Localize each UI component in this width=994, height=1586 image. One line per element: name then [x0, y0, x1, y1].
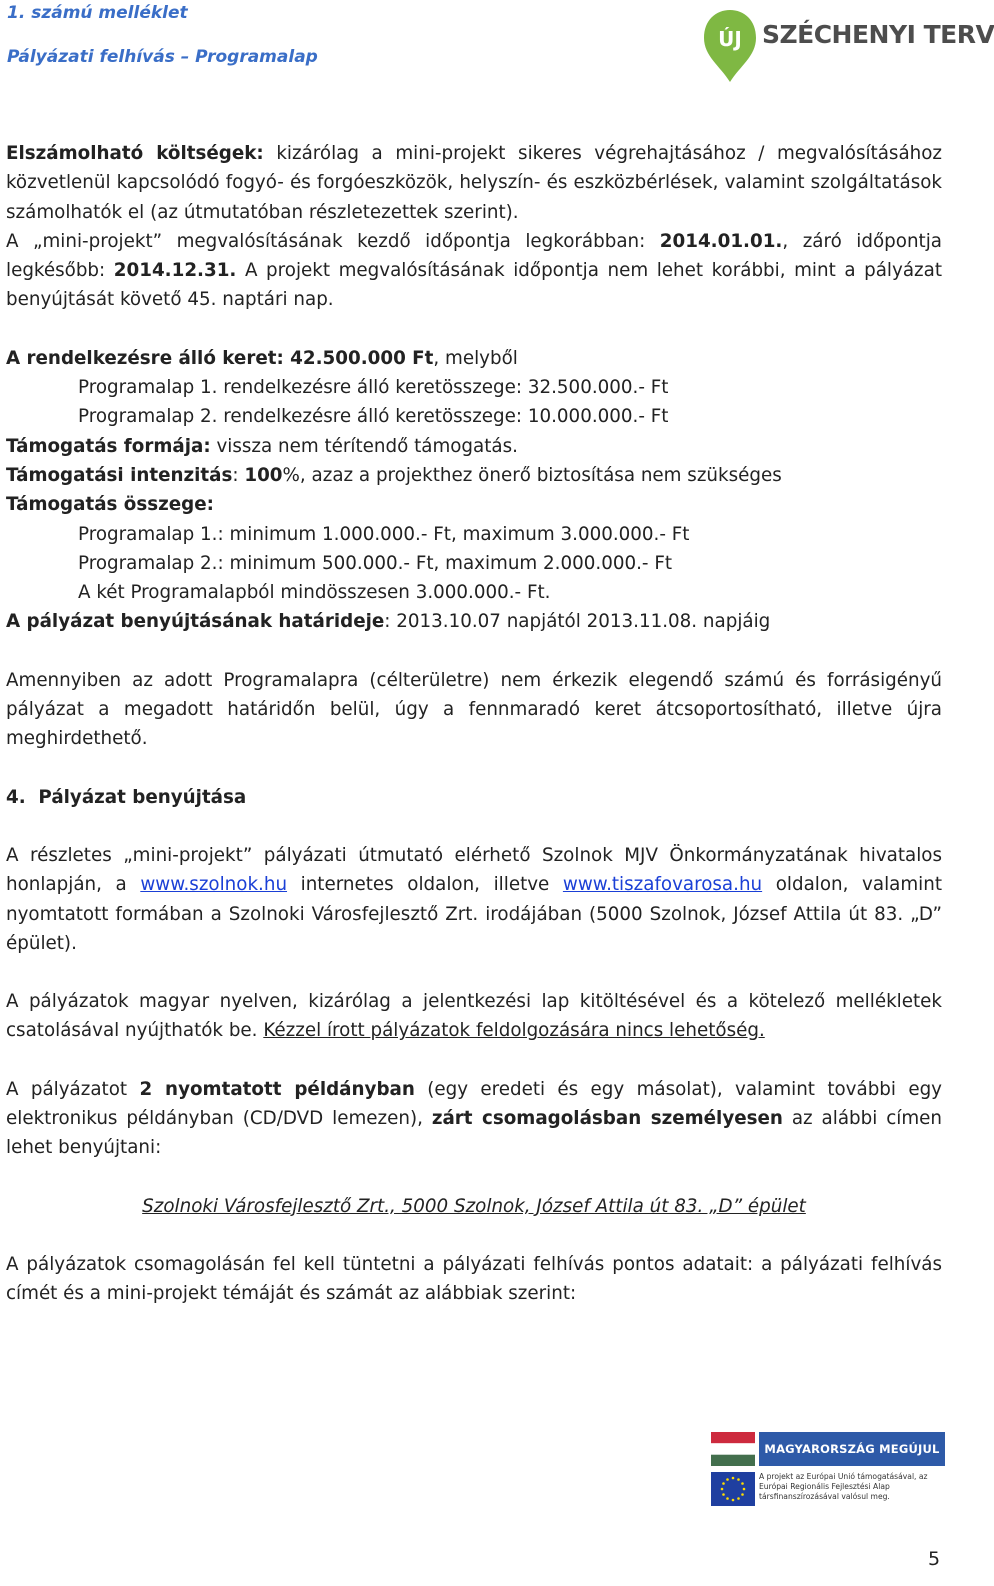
start-date: 2014.01.01.	[659, 230, 783, 252]
handwritten-notice: Kézzel írott pályázatok feldolgozására nincs lehetőség.	[263, 1020, 765, 1042]
timing-text-3: A projekt megvalósításának időpontja nem lehet korábbi, mint a pályázat benyújtását követő 45. naptári nap.	[6, 260, 942, 311]
copies-text-3: az alábbi címen lehet benyújtani:	[6, 1108, 942, 1159]
eu-funding-logo	[711, 1428, 945, 1510]
guide-text-1: A részletes „mini-projekt” pályázati útmutató elérhető Szolnok MJV Önkormányzatának hivatalos honlapján, a	[6, 844, 942, 896]
guide-paragraph	[6, 841, 942, 958]
packaging-paragraph: A pályázatok csomagolásán fel kell tüntetni a pályázati felhívás pontos adatait: a pályázati felhívás címét és a mini-projekt témáját és számát az alábbiak szerint:	[6, 1253, 942, 1305]
section-4-title: Pályázat benyújtása	[38, 786, 247, 808]
header-subtitle: Pályázati felhívás – Programalap	[7, 47, 318, 67]
intensity-line	[6, 461, 942, 490]
timing-text-1: A „mini-projekt” megvalósításának kezdő időpontja legkorábban:	[6, 230, 660, 252]
document-body	[6, 139, 942, 1309]
copies-count: 2 nyomtatott példányban	[139, 1078, 415, 1100]
magyarorszag-megujul-banner: MAGYARORSZÁG MEGÚJUL	[759, 1432, 945, 1466]
eligible-costs-paragraph	[6, 139, 942, 227]
deadline-line	[6, 607, 942, 636]
eligible-costs-text: kizárólag a mini-projekt sikeres végrehajtásához / megvalósításához közvetlenül kapcsolódó fogyó- és forgóeszközök, helyszín- és eszközbérlések, valamint szolgáltatások számolhatók el (az útmutatóban részletezettek szerint).	[6, 143, 943, 223]
submission-address: Szolnoki Városfejlesztő Zrt., 5000 Szolnok, József Attila út 83. „D” épület	[142, 1195, 806, 1217]
timing-text-2: , záró időpontja legkésőbb:	[6, 230, 942, 282]
support-form-label: Támogatás formája:	[6, 435, 211, 457]
amount-line-1: Programalap 1.: minimum 1.000.000.- Ft, maximum 3.000.000.- Ft	[78, 523, 690, 545]
intensity-colon: :	[232, 464, 245, 486]
budget-suffix: , melyből	[433, 347, 518, 369]
eu-funding-text: A projekt az Európai Unió támogatásával, az Európai Regionális Fejlesztési Alap társfinanszírozásával valósul meg.	[759, 1472, 928, 1501]
szolnok-link[interactable]: www.szolnok.hu	[140, 874, 288, 896]
szechenyi-terv-logo	[700, 8, 994, 83]
copies-packaging: zárt csomagolásban személyesen	[431, 1108, 783, 1130]
guide-text-3: oldalon, valamint nyomtatott formában a Szolnoki Városfejlesztő Zrt. irodájában (5000 Szolnok, József Attila út 83. „D” épület).	[6, 874, 942, 954]
amount-line-3: A két Programalapból mindösszesen 3.000.000.- Ft.	[78, 582, 551, 604]
hungarian-flag-icon	[711, 1432, 755, 1466]
copies-text-2: (egy eredeti és egy másolat), valamint további egy elektronikus példányban (CD/DVD lemezen),	[6, 1078, 942, 1130]
copies-paragraph	[6, 1075, 942, 1163]
budget-label: A rendelkezésre álló keret: 42.500.000 Ft	[6, 347, 434, 369]
budget-line-1: Programalap 1. rendelkezésre álló keretösszege: 32.500.000.- Ft	[78, 377, 669, 399]
support-form-line	[6, 432, 942, 461]
deadline-value: : 2013.10.07 napjától 2013.11.08. napjáig	[384, 611, 771, 633]
logo-badge-text: ÚJ	[718, 27, 742, 51]
amount-label: Támogatás összege:	[6, 494, 214, 516]
intensity-value: %, azaz a projekthez önerő biztosítása nem szükséges	[282, 464, 782, 486]
language-text: A pályázatok magyar nyelven, kizárólag a jelentkezési lap kitöltésével és a kötelező mellékletek csatolásával nyújthatók be.	[6, 991, 942, 1042]
regroup-paragraph: Amennyiben az adott Programalapra (célterületre) nem érkezik elegendő számú és forrásigényű pályázat a megadott határidőn belül, úgy a fennmaradó keret átcsoportosítható, illetve újra meghirdethető.	[6, 669, 942, 750]
page-number: 5	[928, 1548, 941, 1570]
language-paragraph	[6, 987, 942, 1046]
annex-label: 1. számú melléklet	[7, 3, 188, 23]
logo-text: SZÉCHENYI TERV	[762, 20, 994, 49]
support-form-value: vissza nem térítendő támogatás.	[210, 435, 518, 457]
end-date: 2014.12.31.	[113, 260, 237, 282]
amount-line-2: Programalap 2.: minimum 500.000.- Ft, maximum 2.000.000.- Ft	[78, 552, 672, 574]
deadline-label: A pályázat benyújtásának határideje	[6, 611, 385, 633]
intensity-label: Támogatási intenzitás	[6, 464, 233, 486]
eligible-costs-label: Elszámolható költségek:	[6, 143, 264, 164]
guide-text-2: internetes oldalon, illetve	[287, 874, 563, 896]
section-4-number: 4.	[6, 786, 26, 808]
budget-line-2: Programalap 2. rendelkezésre álló keretösszege: 10.000.000.- Ft	[78, 406, 669, 428]
tiszafovarosa-link[interactable]: www.tiszafovarosa.hu	[562, 874, 763, 896]
intensity-percent: 100	[244, 464, 283, 486]
szechenyi-leaf-icon	[700, 8, 760, 83]
budget-line	[6, 344, 942, 373]
copies-text-1: A pályázatot	[6, 1078, 140, 1100]
section-4-heading	[6, 783, 942, 812]
timing-paragraph	[6, 227, 942, 315]
eu-flag-icon	[711, 1472, 755, 1506]
